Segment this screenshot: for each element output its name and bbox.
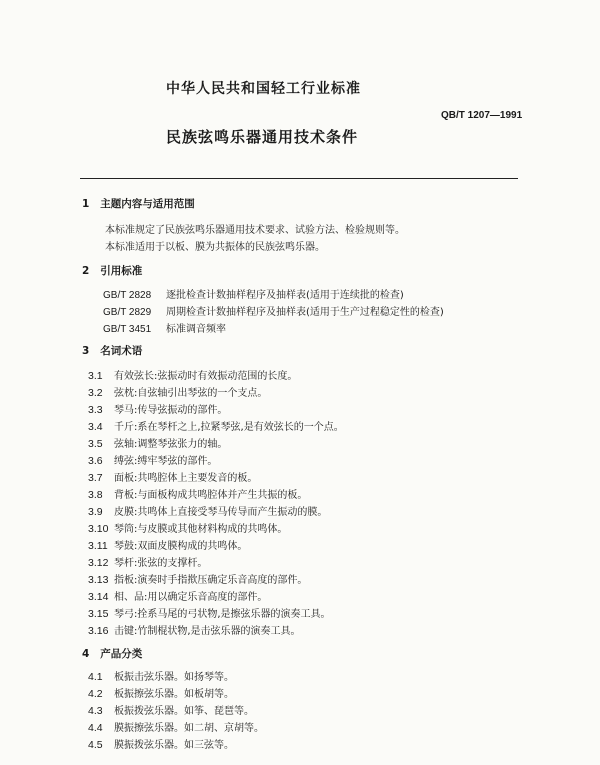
reference-item	[103, 286, 404, 301]
category-text: 板振拨弦乐器。如筝、琵琶等。	[114, 706, 254, 717]
category-number: 4.5	[88, 739, 103, 751]
section-2-heading	[82, 263, 142, 278]
term-item	[88, 622, 301, 639]
term-item	[88, 486, 307, 503]
category-item	[88, 668, 234, 685]
category-item	[88, 736, 234, 753]
reference-code: GB/T 2828	[103, 290, 152, 301]
reference-item	[103, 320, 226, 335]
reference-text: 逐批检查计数抽样程序及抽样表(适用于连续批的检查)	[166, 290, 404, 301]
term-text: 千斤:系在琴杆之上,拉紧琴弦,是有效弦长的一个点。	[114, 422, 344, 433]
section-title: 名词术语	[100, 345, 143, 357]
category-number: 4.4	[88, 722, 103, 734]
term-number: 3.15	[88, 608, 109, 620]
term-item	[88, 605, 331, 622]
term-text: 击键:竹制棍状物,是击弦乐器的演奏工具。	[114, 626, 301, 637]
term-text: 琴筒:与皮膜或其他材料构成的共鸣体。	[114, 524, 288, 535]
term-number: 3.4	[88, 421, 103, 433]
term-item	[88, 503, 327, 520]
section-number: 4	[82, 648, 90, 660]
issuing-body-title: 中华人民共和国轻工行业标准	[166, 81, 361, 97]
section-number: 2	[82, 265, 90, 277]
section-number: 1	[82, 198, 90, 210]
term-item	[88, 367, 297, 384]
term-number: 3.6	[88, 455, 103, 467]
category-text: 膜振拨弦乐器。如三弦等。	[114, 740, 234, 751]
section-title: 产品分类	[100, 648, 143, 660]
term-text: 弦轴:调整琴弦张力的轴。	[114, 439, 228, 450]
term-number: 3.2	[88, 387, 103, 399]
category-number: 4.1	[88, 671, 103, 683]
term-number: 3.12	[88, 557, 109, 569]
term-item	[88, 554, 207, 571]
category-text: 膜振擦弦乐器。如二胡、京胡等。	[114, 723, 264, 734]
term-text: 相、品:用以确定乐音高度的部件。	[114, 592, 268, 603]
term-text: 有效弦长:弦振动时有效振动范围的长度。	[114, 371, 298, 382]
reference-code: GB/T 3451	[103, 324, 152, 335]
term-text: 琴鼓:双面皮膜构成的共鸣体。	[114, 541, 248, 552]
term-number: 3.9	[88, 506, 103, 518]
term-number: 3.5	[88, 438, 103, 450]
term-text: 背板:与面板构成共鸣腔体并产生共振的板。	[114, 490, 308, 501]
section-number: 3	[82, 345, 90, 357]
term-number: 3.11	[88, 540, 108, 552]
category-text: 板振击弦乐器。如扬琴等。	[114, 672, 234, 683]
reference-text: 标准调音频率	[166, 324, 226, 335]
section-1-heading	[82, 196, 195, 211]
term-item	[88, 537, 247, 554]
term-number: 3.8	[88, 489, 103, 501]
category-number: 4.3	[88, 705, 103, 717]
term-item	[88, 588, 267, 605]
standard-number: QB/T 1207—1991	[441, 110, 523, 121]
term-text: 弦枕:自弦轴引出琴弦的一个支点。	[114, 388, 268, 399]
reference-code: GB/T 2829	[103, 307, 152, 318]
section-3-heading	[82, 343, 142, 358]
term-item	[88, 435, 227, 452]
term-number: 3.13	[88, 574, 109, 586]
category-item	[88, 702, 254, 719]
term-text: 缚弦:缚牢琴弦的部件。	[114, 456, 218, 467]
term-number: 3.1	[88, 370, 103, 382]
term-text: 琴马:传导弦振动的部件。	[114, 405, 228, 416]
category-item	[88, 719, 264, 736]
document-title: 民族弦鸣乐器通用技术条件	[166, 128, 359, 146]
reference-text: 周期检查计数抽样程序及抽样表(适用于生产过程稳定性的检查)	[166, 307, 444, 318]
term-item	[88, 401, 227, 418]
term-number: 3.14	[88, 591, 109, 603]
header-rule	[80, 178, 518, 179]
term-number: 3.16	[88, 625, 109, 637]
term-item	[88, 571, 307, 588]
term-item	[88, 384, 267, 401]
paragraph: 本标准适用于以板、膜为共振体的民族弦鸣乐器。	[105, 242, 325, 253]
paragraph: 本标准规定了民族弦鸣乐器通用技术要求、试验方法、检验规则等。	[105, 225, 405, 236]
category-number: 4.2	[88, 688, 103, 700]
term-number: 3.10	[88, 523, 109, 535]
term-text: 琴杆:张弦的支撑杆。	[114, 558, 208, 569]
category-item	[88, 685, 234, 702]
term-text: 琴弓:拴系马尾的弓状物,是擦弦乐器的演奏工具。	[114, 609, 331, 620]
reference-item	[103, 303, 444, 318]
term-item	[88, 418, 344, 435]
term-item	[88, 520, 287, 537]
term-number: 3.3	[88, 404, 103, 416]
term-item	[88, 452, 217, 469]
term-number: 3.7	[88, 472, 103, 484]
term-text: 面板:共鸣腔体上主要发音的板。	[114, 473, 258, 484]
term-text: 皮膜:共鸣体上直接受琴马传导而产生振动的膜。	[114, 507, 328, 518]
category-text: 板振擦弦乐器。如板胡等。	[114, 689, 234, 700]
term-item	[88, 469, 257, 486]
section-title: 引用标准	[100, 265, 143, 277]
section-title: 主题内容与适用范围	[100, 198, 195, 210]
term-text: 指板:演奏时手指揿压确定乐音高度的部件。	[114, 575, 308, 586]
section-4-heading	[82, 646, 142, 661]
